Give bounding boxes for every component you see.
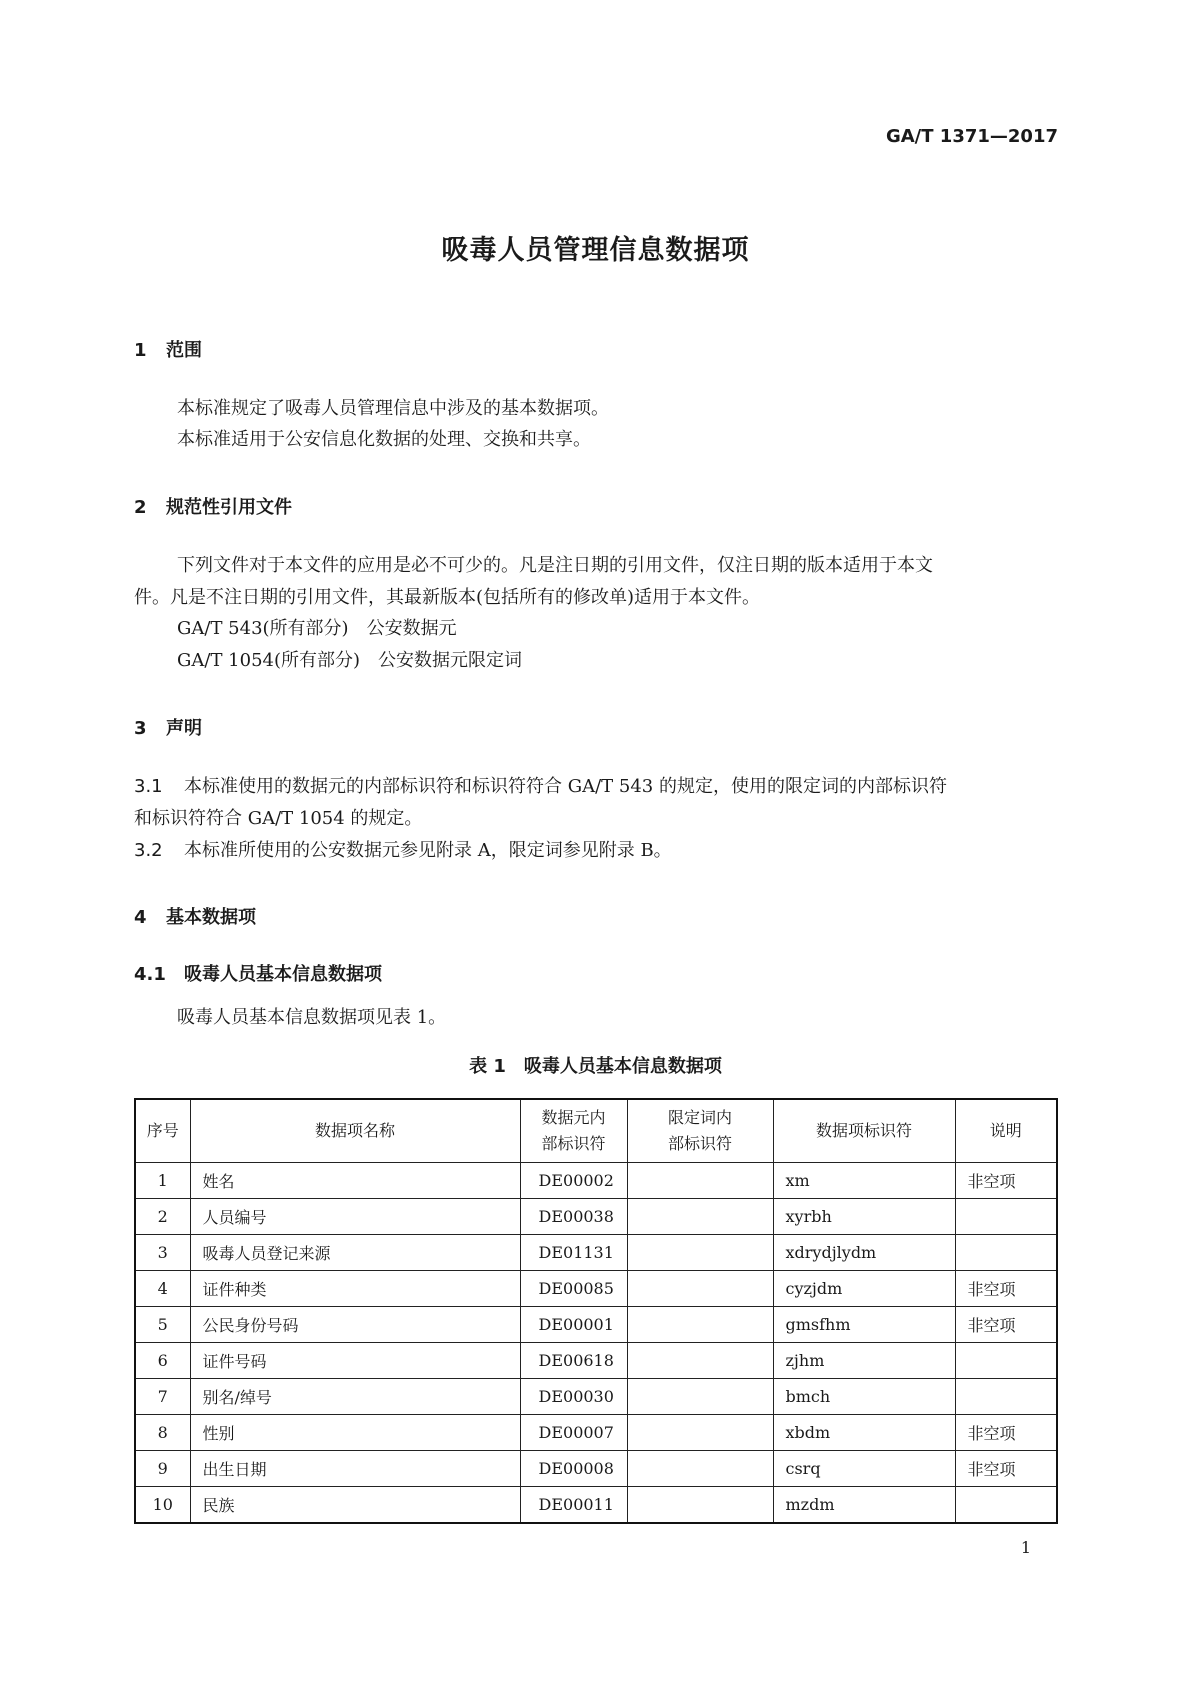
header-note: 说明 bbox=[955, 1099, 1057, 1163]
table-row bbox=[135, 1199, 1057, 1235]
cell-name: 证件种类 bbox=[190, 1271, 520, 1307]
section-1-paragraph-1: 本标准规定了吸毒人员管理信息中涉及的基本数据项。 bbox=[177, 398, 609, 419]
cell-identifier: cyzjdm bbox=[773, 1271, 955, 1307]
header-qual-line-1: 限定词内 bbox=[667, 1108, 732, 1127]
table-row bbox=[135, 1163, 1057, 1199]
clause-number: 3.2 bbox=[134, 840, 163, 861]
cell-identifier: csrq bbox=[773, 1451, 955, 1487]
cell-seq: 8 bbox=[135, 1415, 190, 1451]
cell-identifier: bmch bbox=[773, 1379, 955, 1415]
section-title: 声明 bbox=[166, 718, 202, 739]
cell-seq: 10 bbox=[135, 1487, 190, 1524]
header-de-line-1: 数据元内 bbox=[541, 1108, 606, 1127]
cell-name: 别名/绰号 bbox=[190, 1379, 520, 1415]
section-3-heading bbox=[134, 714, 202, 740]
cell-de: DE00001 bbox=[520, 1307, 627, 1343]
clause-number: 3.1 bbox=[134, 776, 163, 797]
cell-de: DE00007 bbox=[520, 1415, 627, 1451]
cell-de: DE00085 bbox=[520, 1271, 627, 1307]
cell-note: 非空项 bbox=[955, 1307, 1057, 1343]
cell-note: 非空项 bbox=[955, 1163, 1057, 1199]
section-1-paragraph-2: 本标准适用于公安信息化数据的处理、交换和共享。 bbox=[177, 429, 591, 450]
cell-identifier: xbdm bbox=[773, 1415, 955, 1451]
cell-name: 性别 bbox=[190, 1415, 520, 1451]
cell-de: DE00618 bbox=[520, 1343, 627, 1379]
cell-seq: 5 bbox=[135, 1307, 190, 1343]
cell-qualifier bbox=[627, 1487, 773, 1524]
section-number: 3 bbox=[134, 718, 147, 739]
clause-3-1-line-1 bbox=[134, 772, 947, 802]
header-item-identifier: 数据项标识符 bbox=[773, 1099, 955, 1163]
table-row bbox=[135, 1487, 1057, 1524]
subsection-4-1-heading bbox=[134, 960, 382, 986]
clause-3-2 bbox=[134, 836, 672, 866]
cell-qualifier bbox=[627, 1199, 773, 1235]
header-de-internal-id bbox=[520, 1099, 627, 1163]
header-de-line-2: 部标识符 bbox=[541, 1134, 606, 1153]
section-2-paragraph-line-2: 件。凡是不注日期的引用文件，其最新版本(包括所有的修改单)适用于本文件。 bbox=[134, 587, 761, 608]
cell-seq: 4 bbox=[135, 1271, 190, 1307]
cell-note: 非空项 bbox=[955, 1451, 1057, 1487]
cell-qualifier bbox=[627, 1271, 773, 1307]
reference-ga-t-543: GA/T 543(所有部分) 公安数据元 bbox=[177, 618, 457, 639]
standard-code: GA/T 1371—2017 bbox=[885, 126, 1058, 147]
cell-note bbox=[955, 1379, 1057, 1415]
cell-de: DE00011 bbox=[520, 1487, 627, 1524]
section-title: 规范性引用文件 bbox=[166, 497, 292, 518]
header-qual-line-2: 部标识符 bbox=[667, 1134, 732, 1153]
cell-identifier: mzdm bbox=[773, 1487, 955, 1524]
cell-de: DE01131 bbox=[520, 1235, 627, 1271]
cell-name: 吸毒人员登记来源 bbox=[190, 1235, 520, 1271]
document-title: 吸毒人员管理信息数据项 bbox=[441, 235, 750, 266]
table-row bbox=[135, 1451, 1057, 1487]
cell-qualifier bbox=[627, 1307, 773, 1343]
cell-note bbox=[955, 1487, 1057, 1524]
table-row bbox=[135, 1343, 1057, 1379]
data-items-table bbox=[134, 1098, 1058, 1524]
cell-seq: 2 bbox=[135, 1199, 190, 1235]
table-row bbox=[135, 1235, 1057, 1271]
cell-identifier: xdrydjlydm bbox=[773, 1235, 955, 1271]
cell-note: 非空项 bbox=[955, 1271, 1057, 1307]
section-number: 4 bbox=[134, 907, 147, 928]
section-title: 范围 bbox=[166, 340, 202, 361]
cell-identifier: zjhm bbox=[773, 1343, 955, 1379]
cell-seq: 1 bbox=[135, 1163, 190, 1199]
table-row bbox=[135, 1271, 1057, 1307]
cell-qualifier bbox=[627, 1163, 773, 1199]
section-title: 基本数据项 bbox=[166, 907, 256, 928]
cell-seq: 7 bbox=[135, 1379, 190, 1415]
cell-de: DE00008 bbox=[520, 1451, 627, 1487]
clause-text: 本标准所使用的公安数据元参见附录 A，限定词参见附录 B。 bbox=[184, 840, 672, 861]
cell-name: 出生日期 bbox=[190, 1451, 520, 1487]
cell-qualifier bbox=[627, 1235, 773, 1271]
page-number: 1 bbox=[1020, 1538, 1031, 1557]
subsection-title: 吸毒人员基本信息数据项 bbox=[184, 964, 382, 985]
section-2-paragraph-line-1: 下列文件对于本文件的应用是必不可少的。凡是注日期的引用文件，仅注日期的版本适用于本文 bbox=[177, 555, 933, 576]
cell-name: 姓名 bbox=[190, 1163, 520, 1199]
cell-de: DE00038 bbox=[520, 1199, 627, 1235]
table-row bbox=[135, 1307, 1057, 1343]
cell-note: 非空项 bbox=[955, 1415, 1057, 1451]
cell-identifier: gmsfhm bbox=[773, 1307, 955, 1343]
cell-qualifier bbox=[627, 1343, 773, 1379]
header-item-name: 数据项名称 bbox=[190, 1099, 520, 1163]
cell-name: 人员编号 bbox=[190, 1199, 520, 1235]
table-header-row bbox=[135, 1099, 1057, 1163]
section-2-heading bbox=[134, 493, 292, 519]
clause-3-1-line-2: 和标识符符合 GA/T 1054 的规定。 bbox=[134, 808, 423, 829]
cell-name: 公民身份号码 bbox=[190, 1307, 520, 1343]
cell-name: 证件号码 bbox=[190, 1343, 520, 1379]
cell-seq: 6 bbox=[135, 1343, 190, 1379]
cell-qualifier bbox=[627, 1379, 773, 1415]
header-qualifier-internal-id bbox=[627, 1099, 773, 1163]
section-1-heading bbox=[134, 336, 202, 362]
cell-qualifier bbox=[627, 1415, 773, 1451]
cell-note bbox=[955, 1199, 1057, 1235]
table-row bbox=[135, 1415, 1057, 1451]
table-row bbox=[135, 1379, 1057, 1415]
cell-identifier: xm bbox=[773, 1163, 955, 1199]
section-number: 2 bbox=[134, 497, 147, 518]
cell-identifier: xyrbh bbox=[773, 1199, 955, 1235]
table-caption: 表 1 吸毒人员基本信息数据项 bbox=[469, 1056, 722, 1077]
subsection-number: 4.1 bbox=[134, 964, 166, 985]
section-4-heading bbox=[134, 903, 256, 929]
cell-name: 民族 bbox=[190, 1487, 520, 1524]
subsection-4-1-paragraph: 吸毒人员基本信息数据项见表 1。 bbox=[177, 1007, 447, 1028]
header-seq: 序号 bbox=[135, 1099, 190, 1163]
cell-note bbox=[955, 1235, 1057, 1271]
clause-text: 本标准使用的数据元的内部标识符和标识符符合 GA/T 543 的规定，使用的限定词的内部标识符 bbox=[184, 776, 947, 797]
reference-ga-t-1054: GA/T 1054(所有部分) 公安数据元限定词 bbox=[177, 650, 523, 671]
cell-qualifier bbox=[627, 1451, 773, 1487]
cell-seq: 3 bbox=[135, 1235, 190, 1271]
cell-seq: 9 bbox=[135, 1451, 190, 1487]
section-number: 1 bbox=[134, 340, 147, 361]
cell-de: DE00030 bbox=[520, 1379, 627, 1415]
cell-note bbox=[955, 1343, 1057, 1379]
cell-de: DE00002 bbox=[520, 1163, 627, 1199]
